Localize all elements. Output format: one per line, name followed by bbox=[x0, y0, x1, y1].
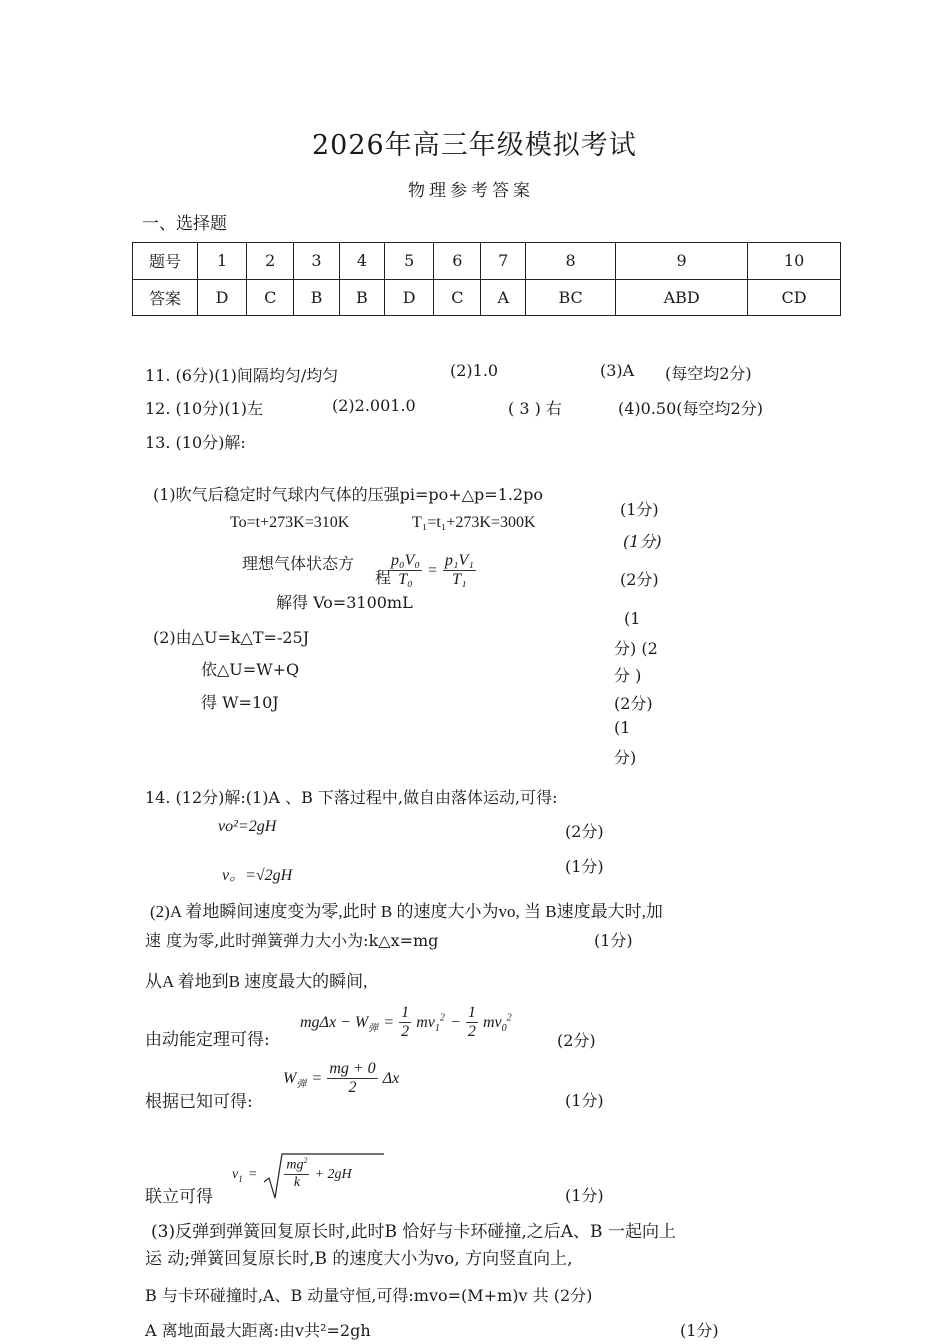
row-label-answer: 答案 bbox=[133, 279, 198, 316]
answer-table bbox=[132, 242, 841, 316]
table-cell: A bbox=[481, 279, 526, 316]
row-label-question: 题号 bbox=[133, 243, 198, 280]
q12-part1: 12. (10分)(1)左 bbox=[145, 399, 264, 418]
table-cell: C bbox=[434, 279, 481, 316]
eq-operator: = bbox=[383, 1014, 395, 1031]
section-heading: 一、选择题 bbox=[142, 214, 227, 234]
eq-term: mv bbox=[416, 1014, 435, 1031]
score: (1分) bbox=[565, 1186, 604, 1205]
table-cell: D bbox=[385, 279, 434, 316]
table-cell: 10 bbox=[748, 243, 841, 280]
score: (1分) bbox=[565, 857, 604, 876]
energy-equation bbox=[300, 1004, 512, 1041]
eq-term: mgΔx − W bbox=[300, 1014, 369, 1031]
table-cell: BC bbox=[526, 279, 616, 316]
eq-term: Δx bbox=[382, 1070, 400, 1087]
table-cell: C bbox=[247, 279, 294, 316]
score: (1分) bbox=[594, 931, 633, 950]
table-cell: B bbox=[294, 279, 339, 316]
table-cell: 9 bbox=[616, 243, 748, 280]
table-cell: 4 bbox=[339, 243, 384, 280]
eq-term: mg bbox=[286, 1157, 304, 1173]
q12-part2: (2)2.001.0 bbox=[332, 396, 416, 415]
q14-para6: 联立可得 bbox=[145, 1187, 213, 1207]
score: (1 bbox=[624, 609, 641, 628]
eq-denominator: T₁ bbox=[452, 571, 467, 588]
eq-numerator: 1 bbox=[467, 1004, 476, 1021]
eq-numerator: 1 bbox=[401, 1004, 410, 1021]
eq-denominator: 2 bbox=[467, 1023, 476, 1040]
q14-para7b: 运 动;弹簧回复原长时,B 的速度大小为vo, 方向竖直向上, bbox=[145, 1249, 573, 1269]
q11-part1: 11. (6分)(1)间隔均匀/均匀 bbox=[145, 366, 339, 385]
q14-eq2: v。=√2gH bbox=[222, 867, 293, 884]
eq-numerator: mg + 0 bbox=[329, 1060, 376, 1077]
eq-operator: = bbox=[247, 1166, 258, 1182]
table-cell: CD bbox=[748, 279, 841, 316]
score: 分 ) bbox=[614, 666, 642, 685]
q14-para7a: (3)反弹到弹簧回复原长时,此时B 恰好与卡环碰撞,之后A、B 一起向上 bbox=[151, 1222, 676, 1242]
table-cell: D bbox=[198, 279, 247, 316]
eq-subscript: 弹 bbox=[296, 1079, 307, 1091]
table-row bbox=[133, 243, 841, 280]
q14-para4: 由动能定理可得: bbox=[145, 1030, 270, 1050]
eq-superscript: 2 bbox=[506, 1012, 512, 1024]
q14-para2a: (2)A 着地瞬间速度变为零,此时 B 的速度大小为vo, 当 B速度最大时,加 bbox=[150, 902, 663, 921]
eq-term: mv bbox=[482, 1014, 502, 1031]
q11-part4: (每空均2分) bbox=[665, 364, 752, 383]
gas-law-equation bbox=[389, 552, 476, 589]
table-cell: 5 bbox=[385, 243, 434, 280]
table-row bbox=[133, 279, 841, 316]
eq-subscript: 1 bbox=[434, 1023, 440, 1035]
q13-line3a: 理想气体状态方 bbox=[242, 554, 355, 573]
table-cell: 3 bbox=[294, 243, 339, 280]
score: (2分) bbox=[620, 570, 659, 589]
page-title: 2026年高三年级模拟考试 bbox=[312, 130, 637, 161]
q13-line5: (2)由△U=k△T=-25J bbox=[153, 628, 310, 647]
q12-part4: (4)0.50(每空均2分) bbox=[618, 399, 763, 418]
q14-heading: 14. (12分)解:(1)A 、B 下落过程中,做自由落体运动,可得: bbox=[145, 788, 558, 807]
q13-line2b: T₁=t₁+273K=300K bbox=[412, 514, 536, 531]
q13-heading: 13. (10分)解: bbox=[145, 433, 246, 452]
table-cell: B bbox=[339, 279, 384, 316]
table-cell: 7 bbox=[481, 243, 526, 280]
score: (2分) bbox=[565, 822, 604, 841]
table-cell: 8 bbox=[526, 243, 616, 280]
eq-term: + 2gH bbox=[314, 1166, 352, 1182]
q14-eq1: vo²=2gH bbox=[218, 818, 277, 835]
q12-part3: ( 3 ) 右 bbox=[508, 399, 562, 418]
eq-subscript: 弹 bbox=[368, 1023, 379, 1035]
eq-term: W bbox=[283, 1070, 297, 1087]
eq-operator: = bbox=[427, 562, 438, 579]
score: (1 bbox=[614, 718, 631, 737]
score: (2分) bbox=[557, 1031, 596, 1050]
eq-subscript: 1 bbox=[238, 1173, 243, 1184]
eq-numerator: p₀V₀ bbox=[391, 552, 420, 569]
eq-denominator: 2 bbox=[348, 1079, 357, 1096]
score: (1分) bbox=[680, 1321, 719, 1340]
eq-denominator: 2 bbox=[401, 1023, 410, 1040]
table-cell: 1 bbox=[198, 243, 247, 280]
eq-superscript: 2 bbox=[303, 1156, 308, 1165]
page-subtitle: 物理参考答案 bbox=[408, 181, 534, 201]
score: (2分) bbox=[614, 694, 653, 713]
q14-para5: 根据已知可得: bbox=[145, 1092, 253, 1112]
q14-para3: 从A 着地到B 速度最大的瞬间, bbox=[145, 972, 368, 991]
score: (1分) bbox=[565, 1091, 604, 1110]
table-cell: ABD bbox=[616, 279, 748, 316]
table-cell: 2 bbox=[247, 243, 294, 280]
q13-line3b: 程 bbox=[375, 568, 392, 587]
square-root bbox=[262, 1150, 384, 1191]
eq-superscript: 2 bbox=[439, 1012, 445, 1024]
eq-operator: − bbox=[450, 1014, 461, 1031]
eq-denominator: T₀ bbox=[398, 571, 413, 588]
q14-para9: A 离地面最大距离:由v共²=2gh bbox=[145, 1321, 371, 1340]
table-cell: 6 bbox=[434, 243, 481, 280]
q13-line1: (1)吹气后稳定时气球内气体的压强pi=po+△p=1.2po bbox=[153, 485, 543, 504]
score: (1分) bbox=[620, 500, 659, 519]
score: 分) bbox=[614, 748, 637, 767]
q13-line2a: To=t+273K=310K bbox=[230, 514, 350, 531]
q11-part3: (3)A bbox=[600, 361, 635, 380]
eq-denominator: k bbox=[293, 1174, 301, 1190]
work-equation bbox=[283, 1060, 399, 1097]
q11-part2: (2)1.0 bbox=[450, 361, 499, 380]
q14-para8: B 与卡环碰撞时,A、B 动量守恒,可得:mvo=(M+m)v 共 (2分) bbox=[145, 1286, 593, 1305]
q13-line7: 得 W=10J bbox=[201, 693, 279, 712]
q14-para2b: 速 度为零,此时弹簧弹力大小为:k△x=mg bbox=[145, 931, 439, 950]
velocity-equation bbox=[232, 1150, 384, 1191]
radical-sign-icon bbox=[262, 1150, 386, 1202]
score: (1分) bbox=[623, 532, 662, 551]
score: 分) (2 bbox=[614, 639, 658, 658]
eq-numerator: p₁V₁ bbox=[444, 552, 474, 569]
eq-term: v bbox=[232, 1166, 239, 1182]
eq-subscript: 0 bbox=[501, 1023, 507, 1035]
q13-line4: 解得 Vo=3100mL bbox=[276, 593, 413, 612]
eq-operator: = bbox=[311, 1070, 323, 1087]
q13-line6: 依△U=W+Q bbox=[201, 660, 300, 679]
